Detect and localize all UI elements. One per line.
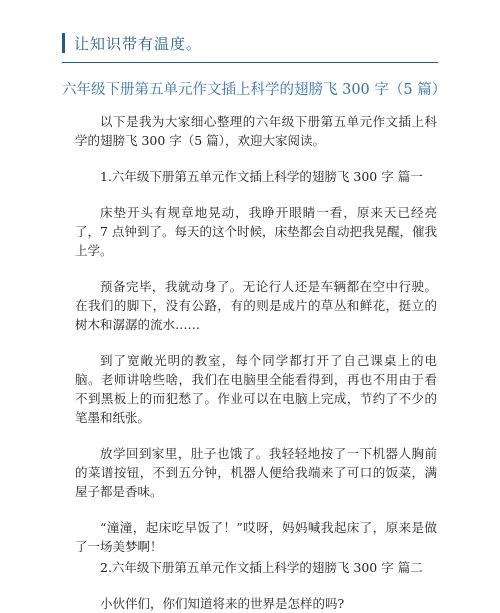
essay-1-paragraph: 床垫开头有规章地晃动，我睁开眼睛一看，原来天已经亮了，7 点钟到了。每天的这个时候，床垫都会自动把我晃醒，催我上学。 xyxy=(75,205,437,258)
header-divider xyxy=(62,62,438,63)
header-slogan: 让知识带有温度。 xyxy=(74,34,203,53)
essay-1-paragraph: 到了宽敞光明的教室，每个同学都打开了自己课桌上的电脑。老师讲啥些啥，我们在电脑里全能看得到，再也不用由于看不到黑板上的而犯愁了。作业可以在电脑上完成，节约了不少的笔墨和纸张。 xyxy=(75,353,437,425)
essay-1-paragraph: “潼潼，起床吃早饭了！”哎呀，妈妈喊我起床了，原来是做了一场美梦啊！ xyxy=(75,520,437,554)
essay-2-paragraph: 小伙伴们，你们知道将来的世界是怎样的吗? xyxy=(100,596,345,611)
header-accent-bar xyxy=(62,33,65,53)
essay-1-heading: 1.六年级下册第五单元作文插上科学的翅膀飞 300 字 篇一 xyxy=(100,169,423,184)
essay-1-paragraph: 预备完毕，我就动身了。无论行人还是车辆都在空中行驶。在我们的脚下，没有公路，有的则是成片的草丛和鲜花，挺立的树木和潺潺的流水…… xyxy=(75,279,437,332)
document-title: 六年级下册第五单元作文插上科学的翅膀飞 300 字（5 篇） xyxy=(62,82,447,98)
document-body xyxy=(75,112,437,613)
page-header xyxy=(62,32,202,54)
essay-1-paragraph: 放学回到家里，肚子也饿了。我轻轻地按了一下机器人胸前的菜谱按钮，不到五分钟，机器人便给我端来了可口的饭菜，满屋子都是香味。 xyxy=(75,446,437,499)
essay-2-heading: 2.六年级下册第五单元作文插上科学的翅膀飞 300 字 篇二 xyxy=(100,560,423,575)
intro-paragraph: 以下是我为大家细心整理的六年级下册第五单元作文插上科学的翅膀飞 300 字（5 篇），欢迎大家阅读。 xyxy=(75,114,437,148)
